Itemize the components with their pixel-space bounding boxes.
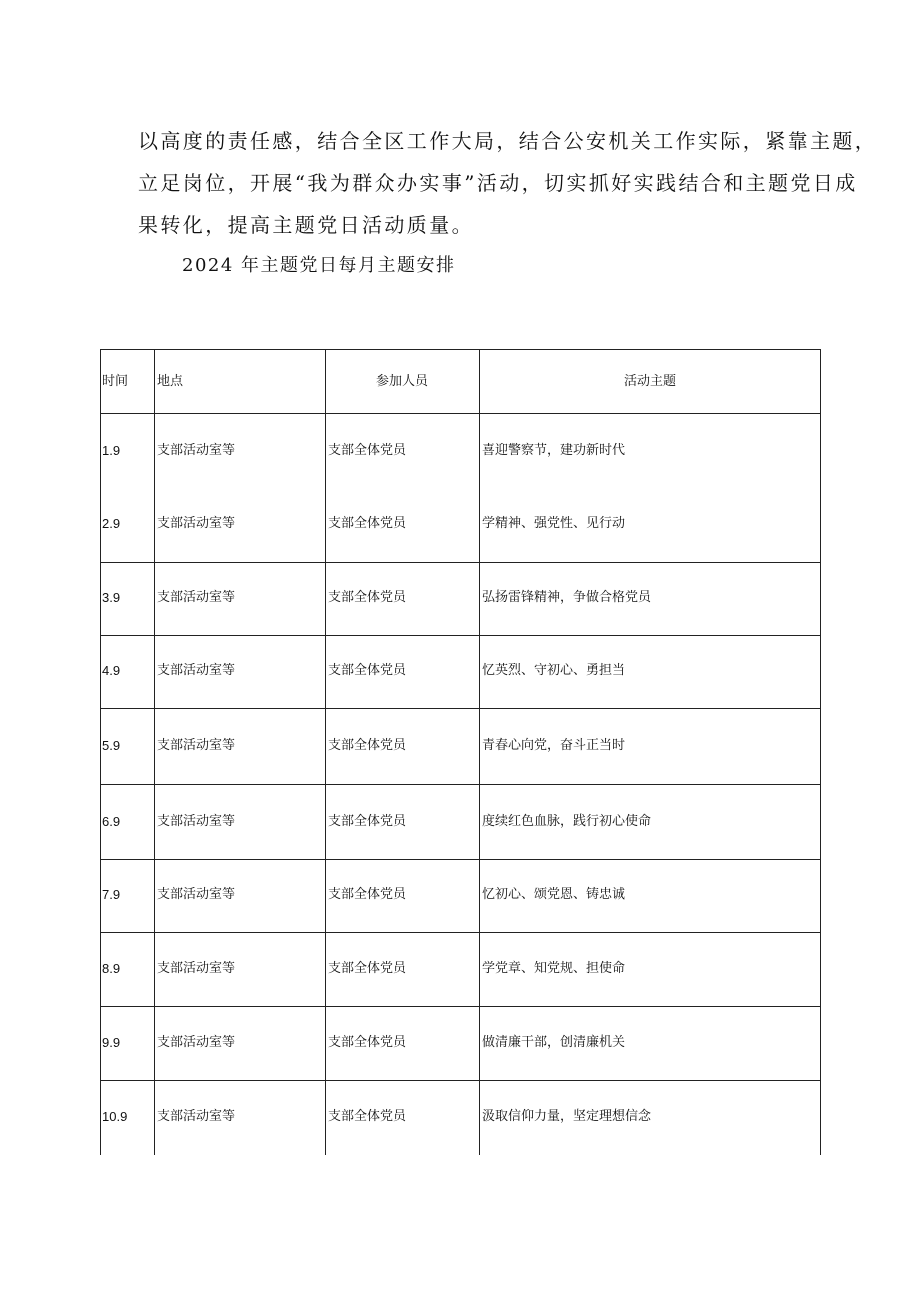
cell-location: 支部活动室等 <box>157 516 236 531</box>
row-divider <box>101 1006 820 1007</box>
schedule-table <box>100 349 821 1155</box>
cell-participants: 支部全体党员 <box>328 887 407 902</box>
row-divider <box>101 1080 820 1081</box>
cell-theme: 喜迎警察节，建功新时代 <box>482 443 626 458</box>
cell-location: 支部活动室等 <box>157 1035 236 1050</box>
cell-participants: 支部全体党员 <box>328 1109 407 1124</box>
header-theme: 活动主题 <box>623 374 676 389</box>
cell-date: 1.9 <box>102 443 121 458</box>
paragraph-line: 立足岗位，开展“我为群众办实事”活动，切实抓好实践结合和主题党日成 <box>138 171 858 195</box>
cell-theme: 做清廉干部，创清廉机关 <box>482 1035 626 1050</box>
row-divider <box>101 413 820 414</box>
cell-date: 8.9 <box>102 961 121 976</box>
cell-theme: 学党章、知党规、担使命 <box>482 961 626 976</box>
cell-participants: 支部全体党员 <box>328 590 407 605</box>
cell-date: 3.9 <box>102 590 121 605</box>
cell-participants: 支部全体党员 <box>328 814 407 829</box>
cell-participants: 支部全体党员 <box>328 961 407 976</box>
cell-location: 支部活动室等 <box>157 1109 236 1124</box>
header-time: 时间 <box>102 374 129 389</box>
paragraph-line: 果转化，提高主题党日活动质量。 <box>138 213 474 237</box>
cell-theme: 青春心向党，奋斗正当时 <box>482 738 626 753</box>
row-divider <box>101 784 820 785</box>
cell-location: 支部活动室等 <box>157 887 236 902</box>
column-divider <box>479 350 480 1155</box>
cell-date: 10.9 <box>102 1109 128 1124</box>
cell-date: 6.9 <box>102 814 121 829</box>
row-divider <box>101 708 820 709</box>
cell-theme: 度续红色血脉，践行初心使命 <box>482 814 652 829</box>
cell-date: 9.9 <box>102 1035 121 1050</box>
cell-location: 支部活动室等 <box>157 590 236 605</box>
cell-date: 5.9 <box>102 738 121 753</box>
cell-date: 4.9 <box>102 663 121 678</box>
cell-participants: 支部全体党员 <box>328 516 407 531</box>
cell-theme: 弘扬雷锋精神，争做合格党员 <box>482 590 652 605</box>
paragraph-line: 以高度的责任感，结合全区工作大局，结合公安机关工作实际，紧靠主题， <box>138 129 878 153</box>
cell-participants: 支部全体党员 <box>328 663 407 678</box>
header-participants: 参加人员 <box>375 374 428 389</box>
column-divider <box>325 350 326 1155</box>
cell-location: 支部活动室等 <box>157 814 236 829</box>
cell-location: 支部活动室等 <box>157 961 236 976</box>
cell-theme: 忆英烈、守初心、勇担当 <box>482 663 626 678</box>
column-divider <box>154 350 155 1155</box>
table-title: 2024 年主题党日每月主题安排 <box>182 255 456 276</box>
row-divider <box>101 932 820 933</box>
cell-theme: 学精神、强党性、见行动 <box>482 516 626 531</box>
cell-theme: 忆初心、颂党恩、铸忠诚 <box>482 887 626 902</box>
cell-participants: 支部全体党员 <box>328 443 407 458</box>
cell-participants: 支部全体党员 <box>328 738 407 753</box>
cell-participants: 支部全体党员 <box>328 1035 407 1050</box>
header-location: 地点 <box>157 374 184 389</box>
body-paragraph <box>138 120 878 246</box>
cell-location: 支部活动室等 <box>157 663 236 678</box>
cell-theme: 汲取信仰力量，坚定理想信念 <box>482 1109 652 1124</box>
cell-date: 7.9 <box>102 887 121 902</box>
cell-location: 支部活动室等 <box>157 738 236 753</box>
row-divider <box>101 562 820 563</box>
cell-location: 支部活动室等 <box>157 443 236 458</box>
row-divider <box>101 859 820 860</box>
cell-date: 2.9 <box>102 516 121 531</box>
row-divider <box>101 635 820 636</box>
